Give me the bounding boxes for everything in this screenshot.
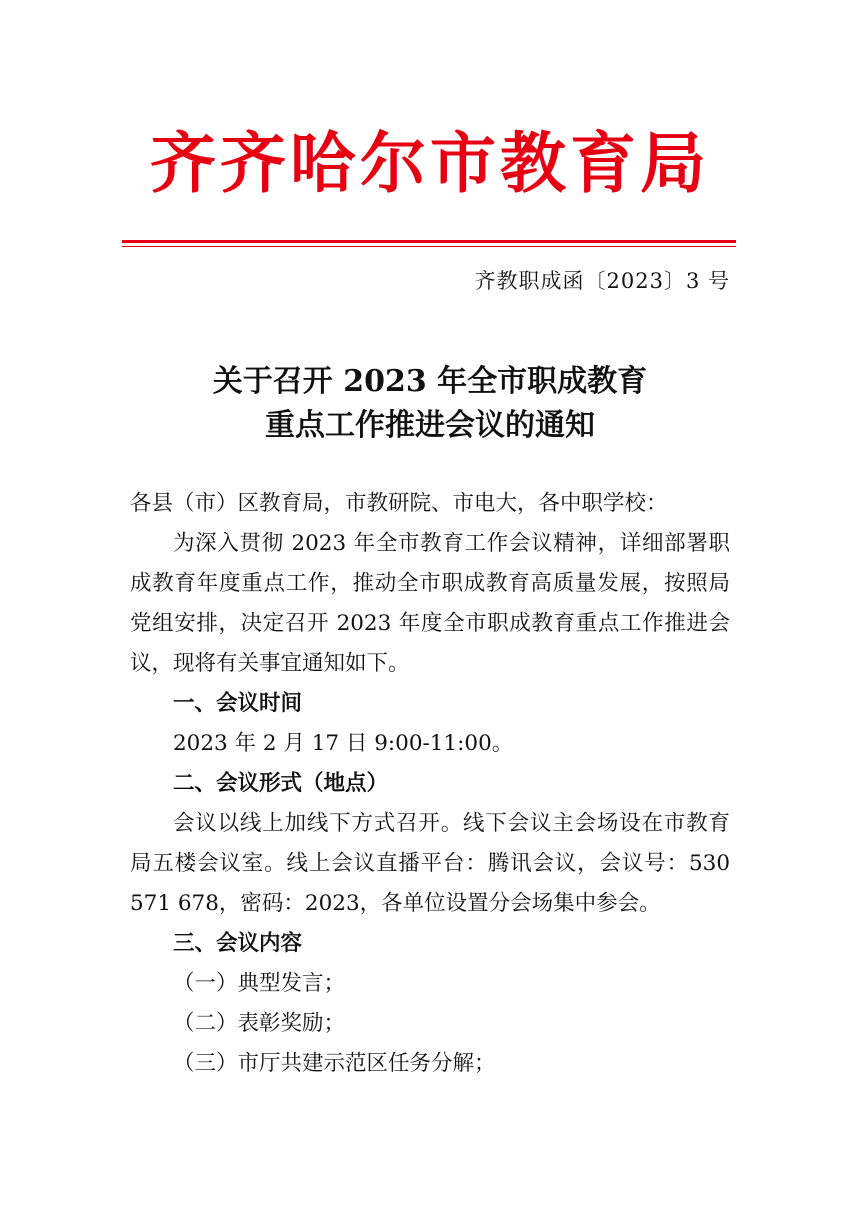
content-item-1: （一）典型发言； [173,971,346,996]
agency-header-title: 齐齐哈尔市教育局 [150,124,710,202]
section-heading-format: 二、会议形式（地点） [173,771,389,796]
content-item-3: （三）市厅共建示范区任务分解； [173,1051,496,1076]
meeting-time-text: 2023 年 2 月 17 日 9:00-11:00。 [173,731,514,756]
section-heading-content: 三、会议内容 [173,931,303,956]
header-red-rule-thick [122,240,736,243]
document-body [130,484,730,1084]
notice-title [0,360,860,448]
content-item-2: （二）表彰奖励； [173,1011,346,1036]
header-red-rule-thin [122,246,736,247]
salutation: 各县（市）区教育局，市教研院、市电大，各中职学校： [130,491,668,516]
notice-title-line-1: 关于召开 2023 年全市职成教育 [212,364,648,399]
document-number: 齐教职成函〔2023〕3 号 [474,269,730,293]
notice-title-line-2: 重点工作推进会议的通知 [265,408,595,443]
intro-paragraph: 为深入贯彻 2023 年全市教育工作会议精神，详细部署职成教育年度重点工作，推动全市职成教育高质量发展，按照局党组安排，决定召开 2023 年度全市职成教育重点工作推进会议，现将有关事宜通知如下。 [130,531,730,676]
section-heading-time: 一、会议时间 [173,691,303,716]
meeting-format-text: 会议以线上加线下方式召开。线下会议主会场设在市教育局五楼会议室。线上会议直播平台：腾讯会议，会议号：530 571 678，密码：2023，各单位设置分会场集中参会。 [130,811,730,916]
